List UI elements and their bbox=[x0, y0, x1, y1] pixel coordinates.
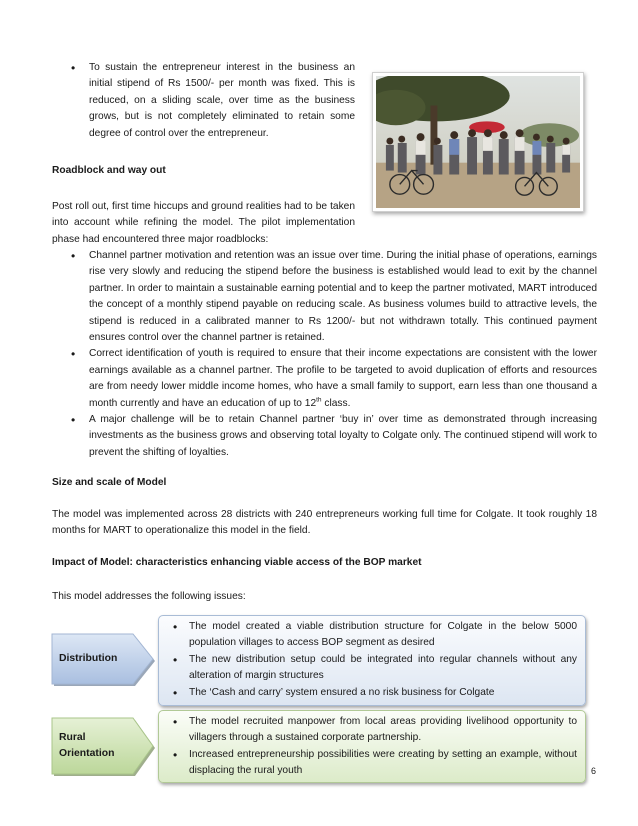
size-scale-text: The model was implemented across 28 districts with 240 entrepreneurs working full time for Colgate. It took roughly 18 months for MART to operationalize this model in the field. bbox=[52, 509, 597, 537]
distribution-point-2: • The new distribution setup could be integrated into regular channels without any alteration of margin structures bbox=[161, 652, 577, 685]
superscript-th: th bbox=[316, 396, 322, 404]
roadblock-bullet-2-text: Correct identification of youth is required to ensure that their income expectations are consistent with the lower earnings available as a channel partner. The profile to be targeted to avoid duplication of efforts and resources are from needy lower middle income homes, who have a small family to support, earn less than one thousand a month currently and have an education of up to 12 bbox=[89, 348, 597, 409]
roadblock-bullets bbox=[52, 248, 597, 461]
village-photo bbox=[372, 72, 584, 212]
rural-label-line1: Rural bbox=[59, 732, 86, 743]
size-scale-heading: Size and scale of Model bbox=[52, 477, 167, 488]
rural-arrow bbox=[49, 714, 159, 778]
impact-intro: This model addresses the following issues: bbox=[52, 591, 246, 602]
roadblock-bullet-2 bbox=[52, 346, 597, 412]
roadblock-intro: Post roll out, first time hiccups and ground realities had to be taken into account while refining the model. The pilot implementation phase had encountered three major roadblocks: bbox=[52, 201, 355, 245]
roadblock-heading: Roadblock and way out bbox=[52, 165, 166, 176]
page-number: 6 bbox=[590, 766, 596, 776]
roadblock-bullet-2-end: class. bbox=[321, 397, 351, 409]
village-photo-image bbox=[376, 76, 580, 208]
distribution-label: Distribution bbox=[59, 653, 118, 664]
top-bullet: • To sustain the entrepreneur interest in the business an initial stipend of Rs 1500/- per month was fixed. This is reduced, on a sliding scale, over time as the business grows, but is not completely eliminated to retain some degree of control over the entrepreneur. bbox=[52, 60, 355, 142]
top-bullet-block bbox=[52, 60, 355, 142]
rural-point-2: • Increased entrepreneurship possibilities were creating by setting an example, without displacing the rural youth bbox=[161, 747, 577, 780]
impact-heading: Impact of Model: characteristics enhancing viable access of the BOP market bbox=[52, 557, 422, 568]
distribution-arrow bbox=[49, 630, 159, 688]
distribution-point-1: • The model created a viable distribution structure for Colgate in the below 5000 population villages to access BOP segment as desired bbox=[161, 619, 577, 652]
rural-point-1: • The model recruited manpower from local areas providing livelihood opportunity to villagers through a sustained corporate partnership. bbox=[161, 714, 577, 747]
distribution-point-3: • The ‘Cash and carry’ system ensured a no risk business for Colgate bbox=[161, 685, 577, 701]
roadblock-bullet-3: • A major challenge will be to retain Channel partner ‘buy in’ over time as demonstrated through increasing investments as the business grows and observing total loyalty to Colgate only. The continued stipend will work to prevent the shifting of loyalties. bbox=[52, 412, 597, 461]
roadblock-bullet-1: • Channel partner motivation and retention was an issue over time. During the initial phase of operations, earnings rise very slowly and reducing the stipend before the business is established would lead to exit by the channel partner. In order to maintain a sustainable earning potential and to keep the partner motivated, MART introduced the concept of a monthly stipend payable on reducing scale. As business volumes build to attractive levels, the stipend is reduced in a calibrated manner to Rs 1200/- but not withdrawn totally. This continued payment ensures control over the channel partner is retained. bbox=[52, 248, 597, 346]
distribution-panel bbox=[158, 615, 586, 706]
rural-label-line2: Orientation bbox=[59, 748, 115, 759]
rural-panel bbox=[158, 710, 586, 783]
